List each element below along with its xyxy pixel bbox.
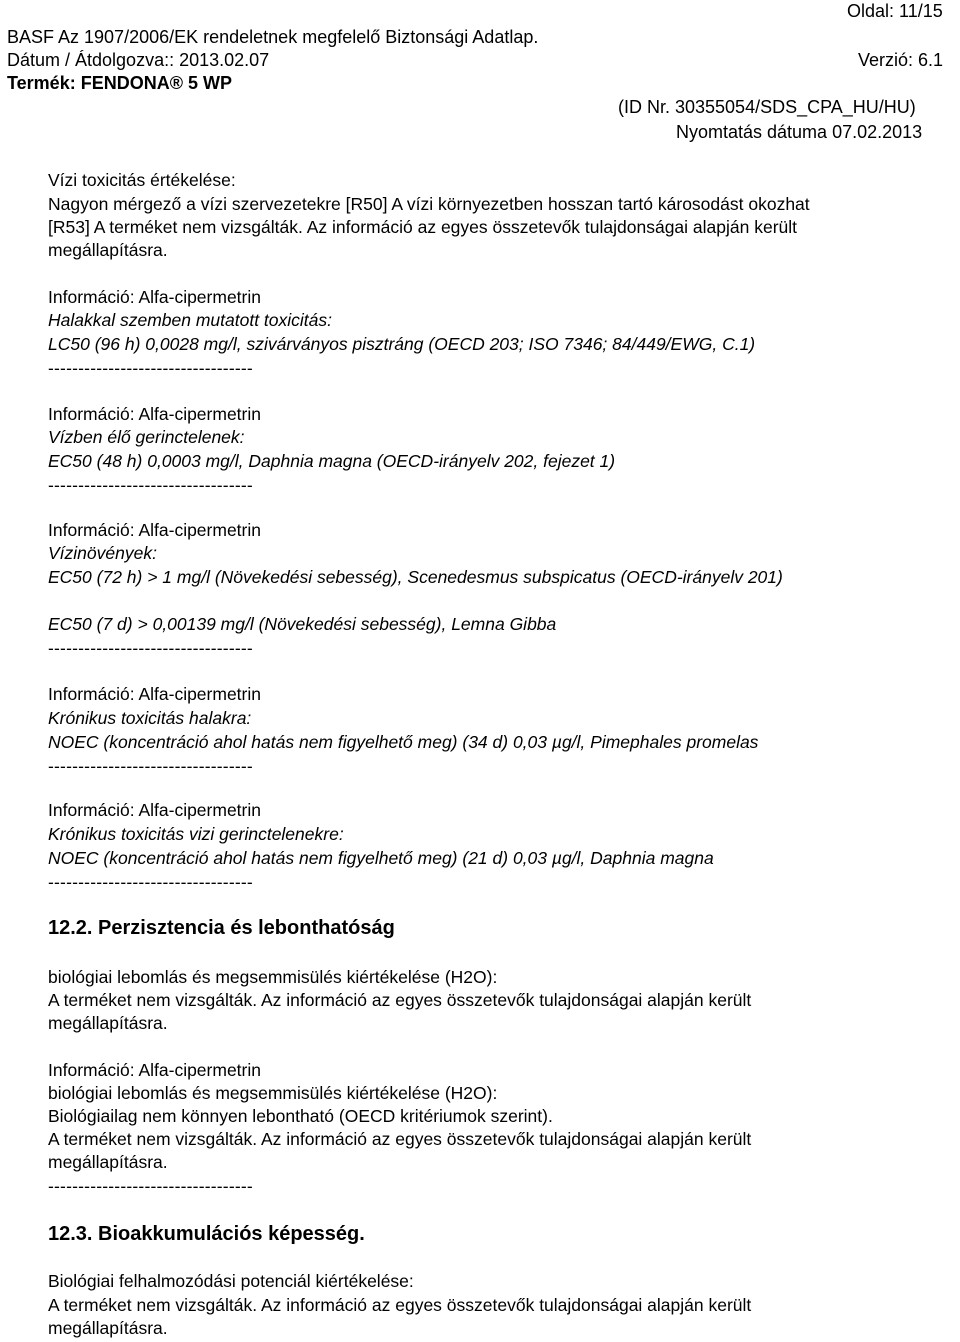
plant-toxicity-value: EC50 (7 d) > 0,00139 mg/l (Növekedési sebesség), Lemna Gibba <box>48 614 557 634</box>
paragraph-line: A terméket nem vizsgálták. Az információ az egyes összetevők tulajdonságai alapján került <box>48 1295 752 1315</box>
paragraph-line: A terméket nem vizsgálták. Az információ az egyes összetevők tulajdonságai alapján került <box>48 990 752 1010</box>
print-date: Nyomtatás dátuma 07.02.2013 <box>676 122 923 142</box>
chronic-fish-value: NOEC (koncentráció ahol hatás nem figyelhető meg) (34 d) 0,03 µg/l, Pimephales promelas <box>48 732 759 752</box>
paragraph-line: Biológiai felhalmozódási potenciál kiértékelése: <box>48 1271 414 1291</box>
separator: ---------------------------------- <box>48 1176 253 1196</box>
fish-toxicity-title: Halakkal szemben mutatott toxicitás: <box>48 310 333 330</box>
info-label: Információ: Alfa-cipermetrin <box>48 1060 261 1080</box>
product-line <box>7 72 232 94</box>
paragraph-line: Biológiailag nem könnyen lebontható (OECD kritériumok szerint). <box>48 1106 553 1126</box>
product-name: FENDONA® 5 WP <box>80 73 232 93</box>
section-heading-12-3: 12.3. Bioakkumulációs képesség. <box>48 1223 365 1245</box>
plant-toxicity-value: EC50 (72 h) > 1 mg/l (Növekedési sebesség), Scenedesmus subspicatus (OECD-irányelv 201) <box>48 567 783 587</box>
info-label: Információ: Alfa-cipermetrin <box>48 684 261 704</box>
info-label: Információ: Alfa-cipermetrin <box>48 404 261 424</box>
fish-toxicity-value: LC50 (96 h) 0,0028 mg/l, szivárványos pisztráng (OECD 203; ISO 7346; 84/449/EWG, C.1) <box>48 334 756 354</box>
water-toxicity-heading: Vízi toxicitás értékelése: <box>48 170 236 190</box>
separator: ---------------------------------- <box>48 756 253 776</box>
invertebrate-toxicity-value: EC50 (48 h) 0,0003 mg/l, Daphnia magna (OECD-irányelv 202, fejezet 1) <box>48 451 616 471</box>
paragraph-line: biológiai lebomlás és megsemmisülés kiértékelése (H2O): <box>48 967 498 987</box>
separator: ---------------------------------- <box>48 638 253 658</box>
paragraph-line: A terméket nem vizsgálták. Az információ az egyes összetevők tulajdonságai alapján került <box>48 1129 752 1149</box>
paragraph-line: biológiai lebomlás és megsemmisülés kiértékelése (H2O): <box>48 1083 498 1103</box>
document-title: BASF Az 1907/2006/EK rendeletnek megfelelő Biztonsági Adatlap. <box>7 27 539 47</box>
page-number: Oldal: 11/15 <box>847 1 943 21</box>
water-toxicity-line: [R53] A terméket nem vizsgálták. Az információ az egyes összetevők tulajdonságai alapján került <box>48 217 798 237</box>
revision-date: Dátum / Átdolgozva:: 2013.02.07 <box>7 50 270 70</box>
chronic-invertebrate-title: Krónikus toxicitás vizi gerinctelenekre: <box>48 824 344 844</box>
id-number: (ID Nr. 30355054/SDS_CPA_HU/HU) <box>618 97 916 117</box>
chronic-fish-title: Krónikus toxicitás halakra: <box>48 708 252 728</box>
paragraph-line: megállapításra. <box>48 1152 168 1172</box>
separator: ---------------------------------- <box>48 358 253 378</box>
info-label: Információ: Alfa-cipermetrin <box>48 520 261 540</box>
info-label: Információ: Alfa-cipermetrin <box>48 800 261 820</box>
paragraph-line: megállapításra. <box>48 1318 168 1338</box>
paragraph-line: megállapításra. <box>48 1013 168 1033</box>
plant-toxicity-title: Vízinövények: <box>48 543 157 563</box>
section-heading-12-2: 12.2. Perzisztencia és lebonthatóság <box>48 917 395 939</box>
invertebrate-toxicity-title: Vízben élő gerinctelenek: <box>48 427 245 447</box>
info-label: Információ: Alfa-cipermetrin <box>48 287 261 307</box>
product-label: Termék: <box>7 73 76 93</box>
separator: ---------------------------------- <box>48 475 253 495</box>
water-toxicity-line: megállapításra. <box>48 240 168 260</box>
separator: ---------------------------------- <box>48 872 253 892</box>
water-toxicity-line: Nagyon mérgező a vízi szervezetekre [R50] A vízi környezetben hosszan tartó károsodást okozhat <box>48 194 810 214</box>
version: Verzió: 6.1 <box>858 50 944 70</box>
chronic-invertebrate-value: NOEC (koncentráció ahol hatás nem figyelhető meg) (21 d) 0,03 µg/l, Daphnia magna <box>48 848 714 868</box>
